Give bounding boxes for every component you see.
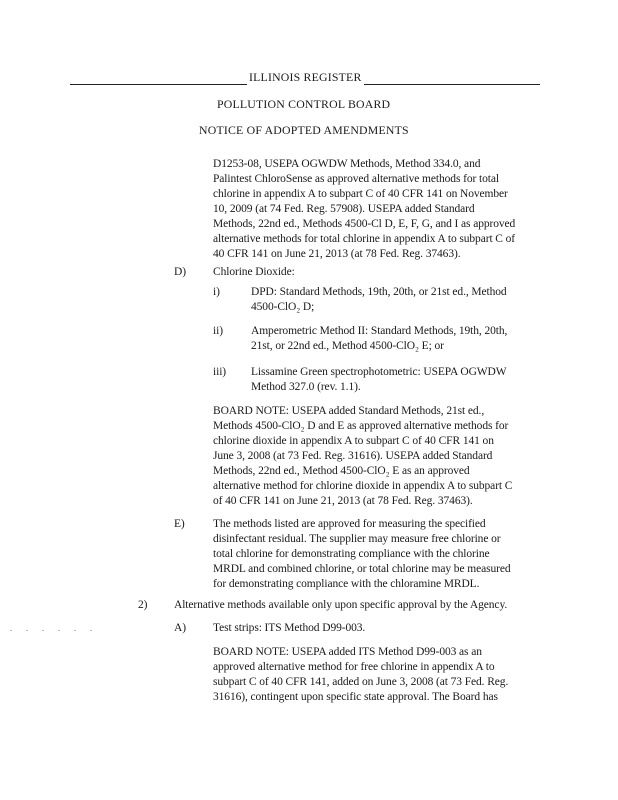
subitem-i-label: i) bbox=[213, 286, 220, 298]
note-line: Methods, 22nd ed., Method 4500-ClO₂ E as an approved bbox=[213, 465, 470, 477]
item-e-line: total chlorine for demonstrating compliance with the chlorine bbox=[213, 548, 490, 560]
item-e-line: MRDL and combined chlorine, or total chlorine may be measured bbox=[213, 563, 511, 575]
intro-line: chlorine in appendix A to subpart C of 40 CFR 141 on November bbox=[213, 188, 508, 200]
subitem-i-line: DPD: Standard Methods, 19th, 20th, or 21st ed., Method bbox=[251, 286, 507, 298]
intro-line: Palintest ChloroSense as approved alternative methods for total bbox=[213, 173, 499, 185]
intro-line: D1253-08, USEPA OGWDW Methods, Method 334.0, and bbox=[213, 158, 481, 170]
intro-line: 40 CFR 141 on June 21, 2013 (at 78 Fed. Reg. 37463). bbox=[213, 248, 461, 260]
intro-line: 10, 2009 (at 74 Fed. Reg. 57908). USEPA added Standard bbox=[213, 203, 475, 215]
note-line: BOARD NOTE: USEPA added Standard Methods, 21st ed., bbox=[213, 405, 485, 417]
item-2-text: Alternative methods available only upon specific approval by the Agency. bbox=[174, 599, 508, 611]
item-e-line: The methods listed are approved for measuring the specified bbox=[213, 518, 486, 530]
item-d-title: Chlorine Dioxide: bbox=[213, 266, 295, 278]
note-line: approved alternative method for free chlorine in appendix A to bbox=[213, 661, 495, 673]
item-2a-text: Test strips: ITS Method D99-003. bbox=[213, 622, 366, 634]
subitem-iii-line: Method 327.0 (rev. 1.1). bbox=[251, 381, 361, 393]
item-e-line: for demonstrating compliance with the chloramine MRDL. bbox=[213, 578, 480, 590]
subitem-ii-line: Amperometric Method II: Standard Methods, 19th, 20th, bbox=[251, 325, 508, 337]
item-2a-label: A) bbox=[174, 622, 186, 634]
board-title: POLLUTION CONTROL BOARD bbox=[217, 97, 391, 111]
intro-line: Methods, 22nd ed., Methods 4500-Cl D, E, F, G, and I as approved bbox=[213, 218, 516, 230]
note-line: alternative method for chlorine dioxide in appendix A to subpart C bbox=[213, 480, 513, 492]
subitem-iii-label: iii) bbox=[213, 366, 227, 378]
intro-line: alternative methods for total chlorine in appendix A to subpart C of bbox=[213, 233, 516, 245]
note-line: 31616), contingent upon specific state approval. The Board has bbox=[213, 691, 498, 703]
note-line: subpart C of 40 CFR 141, added on June 3, 2008 (at 73 Fed. Reg. bbox=[213, 676, 509, 688]
note-line: BOARD NOTE: USEPA added ITS Method D99-003 as an bbox=[213, 646, 482, 658]
item-e-line: disinfectant residual. The supplier may measure free chlorine or bbox=[213, 533, 501, 545]
notice-title: NOTICE OF ADOPTED AMENDMENTS bbox=[199, 123, 409, 137]
note-line: chlorine dioxide in appendix A to subpart C of 40 CFR 141 on bbox=[213, 435, 494, 447]
note-line: Methods 4500-ClO₂ D and E as approved alternative methods for bbox=[213, 420, 509, 432]
register-title: ILLINOIS REGISTER bbox=[249, 70, 362, 84]
note-line: of 40 CFR 141 on June 21, 2013 (at 78 Fed. Reg. 37463). bbox=[213, 495, 473, 507]
item-e-label: E) bbox=[174, 518, 185, 530]
subitem-iii-line: Lissamine Green spectrophotometric: USEPA OGWDW bbox=[251, 366, 507, 378]
note-line: June 3, 2008 (at 73 Fed. Reg. 31616). USEPA added Standard bbox=[213, 450, 493, 462]
item-d-label: D) bbox=[174, 266, 186, 278]
subitem-ii-label: ii) bbox=[213, 325, 223, 337]
subitem-i-line: 4500-ClO₂ D; bbox=[251, 301, 315, 313]
subitem-ii-line: 21st, or 22nd ed., Method 4500-ClO₂ E; or bbox=[251, 340, 444, 352]
item-2-label: 2) bbox=[138, 599, 148, 611]
scan-specks: . . . . . . bbox=[10, 624, 98, 633]
